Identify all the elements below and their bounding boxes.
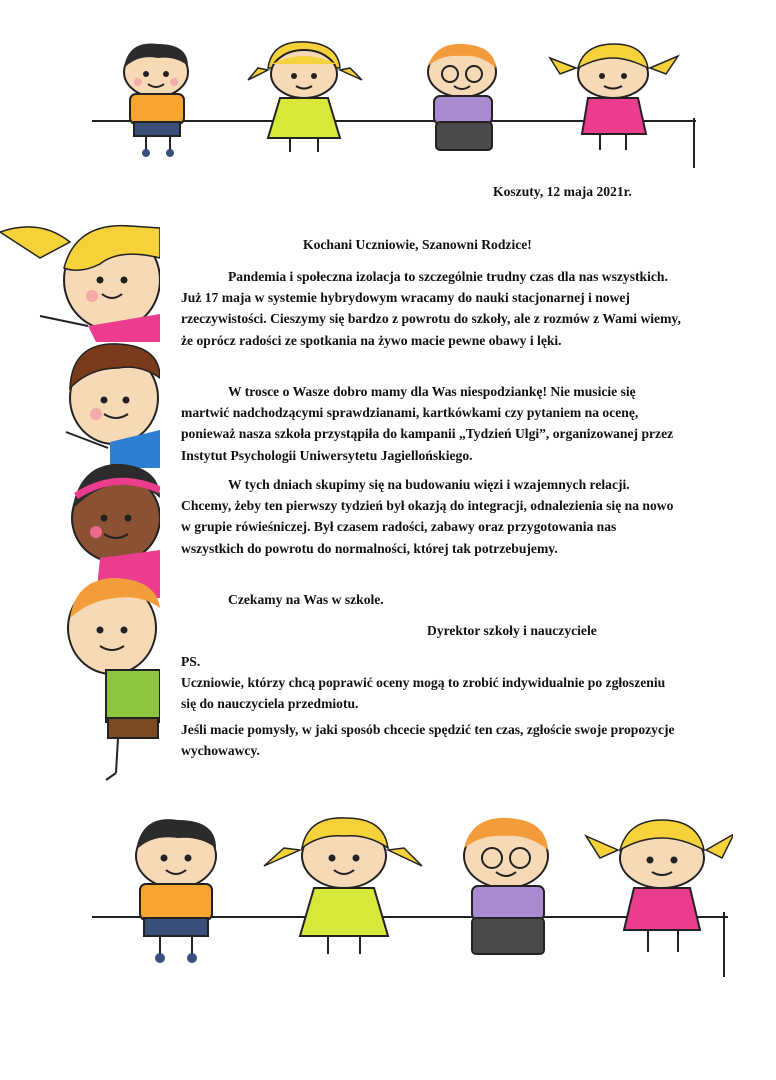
side-kids-illustration [0, 218, 160, 788]
letter-signature: Dyrektor szkoły i nauczyciele [427, 623, 597, 638]
ps-grades-note: Uczniowie, którzy chcą poprawić oceny mogą to zrobić indywidualnie po zgłoszeniu się do nauczyciela przedmiotu. [181, 675, 666, 712]
boy-glasses-purple-shirt [464, 818, 548, 954]
bottom-kids-illustration [88, 812, 733, 982]
top-kids-illustration [88, 38, 703, 173]
green-shirt-child [68, 578, 160, 780]
paragraph-surprise: W trosce o Wasze dobro mamy dla Was niespodziankę! Nie musicie się martwić nadchodzącymi sprawdzianami, kartkówkami czy pytaniem na ocenę, ponieważ nasza szkoła przystąpiła do kampanii „Tydzień Ulgi”, organizowanej przez Instytut Psychologii Uniwersytetu Jagiellońskiego. [181, 384, 674, 463]
paragraph-integration: W tych dniach skupimy się na budowaniu więzi i wzajemnych relacji. Chcemy, żeby ten pierwszy tydzień był okazją do integracji, odnalezienia się na nowo w grupie rówieśniczej. Był czasem radości, zabawy oraz przygotowania nas wszystkich do powrotu do normalności, której tak potrzebujemy. [181, 477, 674, 556]
ps-label: PS. [181, 654, 201, 669]
boy-glasses-purple-shirt [428, 44, 496, 150]
girl-pink-dress [550, 44, 678, 150]
boy-orange-shirt [136, 819, 216, 963]
paragraph-waiting: Czekamy na Was w szkole. [228, 592, 384, 607]
letter-greeting: Kochani Uczniowie, Szanowni Rodzice! [303, 237, 532, 252]
boy-orange-shirt [124, 44, 188, 158]
girl-pink-dress [586, 820, 733, 952]
girl-lime-dress [248, 42, 362, 152]
letter-date: Koszuty, 12 maja 2021r. [493, 184, 632, 199]
curly-hair-child [66, 344, 160, 468]
paragraph-pandemic: Pandemia i społeczna izolacja to szczególnie trudny czas dla nas wszystkich. Już 17 maja w systemie hybrydowym wracamy do nauki stacjonarnej i nowej rzeczywistości. Cieszymy się bardzo z powrotu do szkoły, ale z rozmów z Wami wiemy, że oprócz radości ze spotkania na żywo macie pewne obawy i lęki. [181, 269, 681, 348]
blond-child [0, 226, 160, 342]
pink-headband-child [72, 464, 160, 598]
girl-lime-dress [264, 818, 422, 954]
ps-ideas-note: Jeśli macie pomysły, w jaki sposób chcecie spędzić ten czas, zgłoście swoje propozycje wychowawcy. [181, 722, 675, 759]
